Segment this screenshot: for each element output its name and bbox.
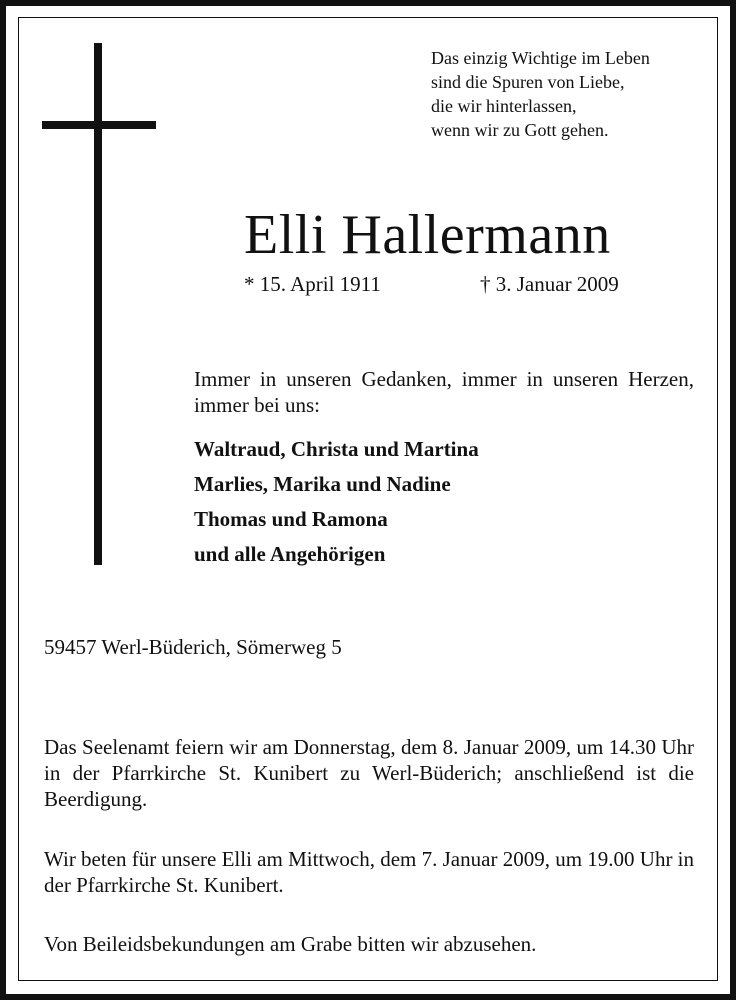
cross-icon-bar xyxy=(42,121,156,129)
motto-quote xyxy=(431,46,711,142)
mourner-line: und alle Angehörigen xyxy=(194,542,386,566)
birth-date: * 15. April 1911 xyxy=(244,272,381,296)
mourner-line: Thomas und Ramona xyxy=(194,507,388,531)
prayer-notice: Wir beten für unsere Elli am Mittwoch, dem 7. Januar 2009, um 19.00 Uhr in der Pfarrkirche St. Kunibert. xyxy=(44,847,695,897)
death-date: † 3. Januar 2009 xyxy=(480,272,619,296)
deceased-name: Elli Hallermann xyxy=(244,204,611,266)
motto-line: die wir hinterlassen, xyxy=(431,96,577,116)
mourner-line: Waltraud, Christa und Martina xyxy=(194,437,479,461)
motto-line: sind die Spuren von Liebe, xyxy=(431,72,625,92)
memorial-text: Immer in unseren Gedanken, immer in unseren Herzen, immer bei uns: xyxy=(194,367,694,417)
mourner-line: Marlies, Marika und Nadine xyxy=(194,472,451,496)
requiem-notice: Das Seelenamt feiern wir am Donnerstag, dem 8. Januar 2009, um 14.30 Uhr in der Pfarrkirche St. Kunibert zu Werl-Büderich; anschließend ist die Beerdigung. xyxy=(44,735,694,811)
mourners-list xyxy=(194,432,479,572)
condolence-notice: Von Beileidsbekundungen am Grabe bitten wir abzusehen. xyxy=(44,932,537,956)
motto-line: wenn wir zu Gott gehen. xyxy=(431,120,609,140)
address: 59457 Werl-Büderich, Sömerweg 5 xyxy=(44,635,342,659)
motto-line: Das einzig Wichtige im Leben xyxy=(431,48,650,68)
